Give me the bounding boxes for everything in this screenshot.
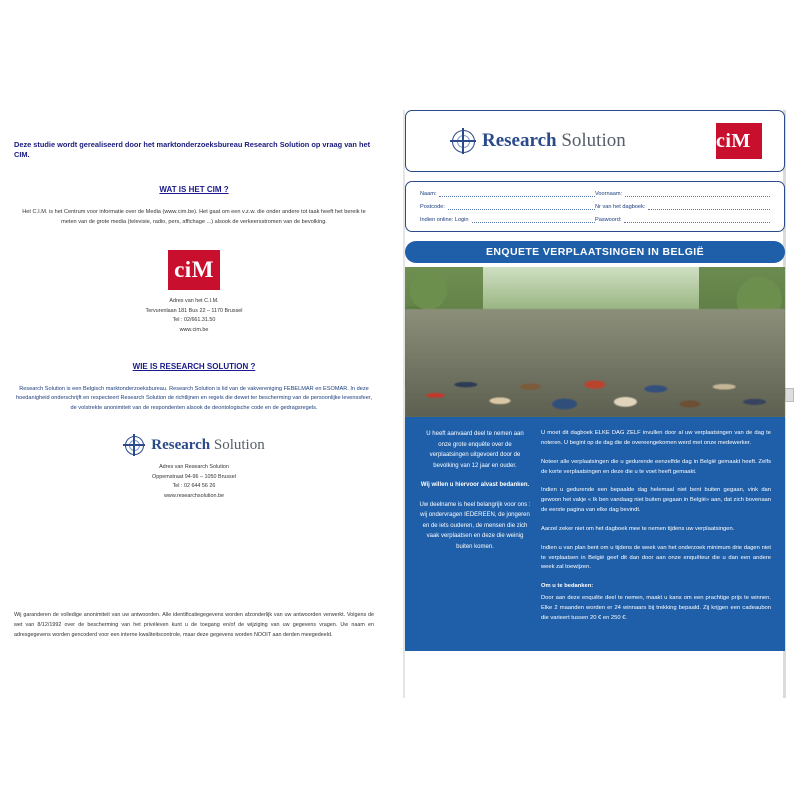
cim-logo: ciM	[168, 250, 220, 290]
left-information-panel	[14, 140, 374, 502]
postcode-field[interactable]	[420, 203, 595, 210]
instructions-column	[541, 429, 771, 633]
research-solution-wordmark	[151, 437, 264, 454]
diary-number-label: Nr van het dagboek:	[595, 204, 646, 210]
postcode-input[interactable]	[448, 203, 595, 210]
survey-form	[405, 110, 785, 651]
crowd-photo	[405, 267, 785, 417]
rs-word-light: Solution	[213, 436, 265, 453]
password-input[interactable]	[624, 216, 770, 223]
photo-crowd	[405, 309, 785, 417]
reward-heading: Om u te bedanken:	[541, 583, 594, 590]
instructions-section	[405, 417, 785, 651]
rs-address-line2: Tel : 02 644 56 26	[172, 483, 216, 490]
section-body-what-is-cim: Het C.I.M. is het Centrum voor informatie over de Media (www.cim.be). Het gaat om een v.z.w. die onder andere tot taak heeft het bereik te meten van de grote media (televisie, radio, pers, affichage ...) alsook de verkeersstromen van de bevolking.	[22, 209, 366, 226]
firstname-label: Voornaam:	[595, 191, 623, 197]
cim-address-line1: Tervurenlaan 181 Bus 22 – 1170 Brussel	[145, 307, 243, 314]
form-rs-word-bold: Research	[482, 130, 557, 151]
diary-number-input[interactable]	[648, 203, 770, 210]
name-input[interactable]	[439, 190, 595, 197]
cim-address-title: Adres van het C.I.M.	[169, 297, 219, 304]
instruction-paragraph: Noteer alle verplaatsingen die u gedurende eenzelfde dag in België gemaakt heeft. Zelfs de korte verplaatsingen en deze die u te voet heeft gemaakt.	[541, 458, 771, 475]
rs-address-line3: www.researchsolution.be	[164, 493, 224, 500]
study-headline: Deze studie wordt gerealiseerd door het marktonderzoeksbureau Research Solution op vraag van het CIM.	[14, 140, 371, 159]
intro-paragraph: U heeft aanvaard deel te nemen aan onze grote enquête over de verplaatsingen uitgevoerd door de bevolking van 12 jaar en ouder.	[426, 431, 524, 469]
password-field[interactable]	[595, 216, 770, 223]
reward-paragraph: Door aan deze enquête deel te nemen, maakt u kans om een prachtige prijs te winnen. Elke 2 maanden worden er 24 winnaars bij trekking bepaald. Zij krijgen een cadeaubon die varieert tussen 20 € en 250 €.	[541, 595, 771, 621]
respondent-fields	[405, 181, 785, 232]
cim-address-line2: Tel : 02/661.31.50	[172, 317, 216, 324]
page-tab-notch	[785, 388, 794, 402]
instruction-paragraph: Aarzel zeker niet om het dagboek mee te nemen tijdens uw verplaatsingen.	[541, 525, 735, 532]
rs-address	[14, 463, 374, 502]
research-solution-logo	[14, 434, 374, 456]
rs-word-bold: Research	[151, 436, 211, 453]
postcode-label: Postcode:	[420, 204, 445, 210]
login-input[interactable]	[472, 216, 595, 223]
intro-thanks: Wij willen u hiervoor alvast bedanken.	[420, 482, 530, 488]
form-rs-wordmark	[482, 130, 626, 152]
section-title-what-is-cim: WAT IS HET CIM ?	[159, 185, 229, 195]
intro-column	[419, 429, 541, 633]
section-body-who-is-rs: Research Solution is een Belgisch marktonderzoeksbureau. Research Solution is lid van de vakvereniging FEBELMAR en ESOMAR. In deze hoedanigheid onderschrijft en respecteert Research Solution de richtlijnen en regels die dewet ter bescherming van de persoonlijke levenssfeer, de volstrekte anonimiteit van de respondenten alsook de deontologische code en de gedragsregels.	[15, 385, 373, 412]
field-row	[420, 203, 770, 210]
intro-participation: Uw deelname is heel belangrijk voor ons : wij ondervragen IEDEREEN, de jongeren en de iets ouderen, de mensen die zich vaak verplaatsen en deze die weinig buiten komen.	[419, 501, 531, 550]
cim-address	[14, 297, 374, 336]
privacy-footer: Wij garanderen de volledige anonimiteit van uw antwoorden. Alle identificatiegegevens worden afzonderlijk van uw antwoorden verwerkt. Volgens de wet van 8/12/1992 over de bescherming van het privéleven kunt u de toegang en/of de wijziging van uw gegevens vragen. Uw naam en adresgegevens worden gencoderd voor een interne kwaliteitscontrole, maar deze gegevens worden NOOIT aan derden meegedeeld.	[14, 612, 374, 638]
cim-logo-block	[14, 250, 374, 336]
cim-address-line3: www.cim.be	[179, 326, 209, 333]
instruction-paragraph: Indien u gedurende een bepaalde dag helemaal niet bent buiten gegaan, vink dan gewoon het vakje « Ik ben vandaag niet buiten gegaan in België» aan, dat zich bovenaan de eerste pagina van elke dag bevindt.	[541, 487, 771, 514]
password-label: Paswoord:	[595, 217, 622, 223]
login-field[interactable]	[420, 216, 595, 223]
diary-number-field[interactable]	[595, 203, 770, 210]
form-header	[405, 110, 785, 172]
section-who-is-research-solution	[14, 362, 374, 414]
field-row	[420, 190, 770, 197]
form-rs-word-light: Solution	[561, 130, 626, 151]
firstname-field[interactable]	[595, 190, 770, 197]
name-field[interactable]	[420, 190, 595, 197]
survey-title-banner: ENQUETE VERPLAATSINGEN IN BELGIË	[405, 241, 785, 263]
form-research-solution-logo	[450, 128, 626, 154]
instruction-paragraph: U moet dit dagboek ELKE DAG ZELF invullen door al uw verplaatsingen van de dag te noteren. U begint op de dag die de overeengekomen werd met onze medewerker.	[541, 430, 771, 446]
rs-address-line1: Oppemstraat 94-96 – 1050 Brussel	[152, 473, 236, 480]
firstname-input[interactable]	[625, 190, 770, 197]
section-what-is-cim	[14, 185, 374, 228]
rs-address-title: Adres van Research Solution	[159, 464, 229, 471]
target-crosshair-icon	[123, 434, 145, 456]
section-title-who-is-rs: WIE IS RESEARCH SOLUTION ?	[132, 361, 256, 371]
login-label: Indien online: Login	[420, 217, 469, 223]
form-cim-logo: ciM	[716, 123, 762, 159]
instruction-paragraph: Indien u van plan bent om u tijdens de week van het onderzoek minimum drie dagen niet te verplaatsen in België geef dit dan door aan onze enquêteur die u dan een andere week zal toewijzen.	[541, 544, 771, 571]
name-label: Naam:	[420, 191, 437, 197]
field-row	[420, 216, 770, 223]
target-crosshair-icon	[450, 128, 476, 154]
